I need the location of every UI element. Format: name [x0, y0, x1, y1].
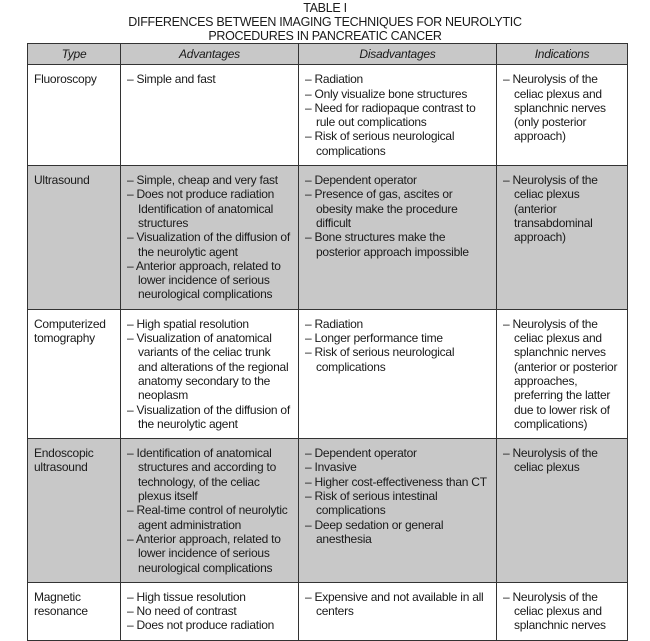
advantages-item: – Simple and fast [127, 72, 216, 87]
disadvantages-item: – Radiation [305, 316, 363, 331]
cell-advantages [121, 582, 299, 640]
table-row [28, 166, 628, 310]
disadvantages-item: – Risk of serious neurological complications [305, 129, 455, 158]
advantages-item: – No need of contrast [127, 604, 237, 619]
cell-disadvantages [299, 582, 497, 640]
indications-item: – Neurolysis of the celiac plexus and splanchnic nerves (only posterior approach) [503, 72, 606, 144]
table-row [28, 582, 628, 640]
cell-type: Ultrasound [28, 166, 121, 310]
advantages-item: – Real-time control of neurolytic agent administration [127, 503, 288, 532]
cell-disadvantages [299, 309, 497, 438]
header-advantages: Advantages [121, 44, 299, 65]
cell-type: Fluoroscopy [28, 65, 121, 166]
cell-indications [497, 439, 628, 583]
advantages-item: – Does not produce radiation [127, 618, 275, 633]
cell-disadvantages [299, 65, 497, 166]
indications-item: – Neurolysis of the celiac plexus and splanchnic nerves (anterior or posterior approaches, preferring the latter due to lower risk of complications) [503, 316, 618, 431]
disadvantages-item: – Longer performance time [305, 331, 443, 346]
disadvantages-item: – Dependent operator [305, 446, 417, 461]
cell-advantages [121, 439, 299, 583]
disadvantages-item: – Dependent operator [305, 173, 417, 188]
advantages-item: – Simple, cheap and very fast [127, 173, 278, 188]
header-type: Type [28, 44, 121, 65]
imaging-techniques-table [27, 43, 628, 641]
cell-indications [497, 65, 628, 166]
disadvantages-item: – Presence of gas, ascites or obesity make the procedure difficult [305, 187, 458, 230]
cell-indications [497, 582, 628, 640]
cell-advantages [121, 65, 299, 166]
disadvantages-item: – Risk of serious neurological complications [305, 345, 455, 374]
header-row [28, 44, 628, 65]
table-body [28, 65, 628, 640]
cell-indications [497, 166, 628, 310]
header-indications: Indications [497, 44, 628, 65]
table-row [28, 65, 628, 166]
disadvantages-item: – Higher cost-effectiveness than CT [305, 474, 487, 489]
disadvantages-item: – Invasive [305, 460, 357, 475]
table-label: TABLE I [303, 1, 347, 15]
cell-advantages [121, 166, 299, 310]
disadvantages-item: – Expensive and not available in all centers [305, 589, 484, 619]
advantages-item: Identification of anatomical structures [138, 201, 274, 230]
table-row [28, 439, 628, 583]
disadvantages-item: – Bone structures make the posterior approach impossible [305, 230, 469, 259]
disadvantages-item: – Only visualize bone structures [305, 86, 468, 101]
cell-indications [497, 309, 628, 438]
cell-advantages [121, 309, 299, 438]
table-title-line-1: DIFFERENCES BETWEEN IMAGING TECHNIQUES FOR NEUROLYTIC [128, 15, 522, 29]
advantages-item: – Identification of anatomical structures and according to technology, of the celiac plexus itself [127, 446, 276, 504]
indications-item: – Neurolysis of the celiac plexus (anterior transabdominal approach) [503, 173, 598, 245]
header-disadvantages: Disadvantages [299, 44, 497, 65]
indications-item: – Neurolysis of the celiac plexus [503, 446, 598, 475]
cell-disadvantages [299, 439, 497, 583]
cell-type: Magnetic resonance [28, 582, 121, 640]
disadvantages-item: – Risk of serious intestinal complications [305, 489, 438, 518]
table-title-line-2: PROCEDURES IN PANCREATIC CANCER [208, 29, 442, 43]
advantages-item: – Visualization of the diffusion of the neurolytic agent [127, 402, 290, 431]
disadvantages-item: – Deep sedation or general anesthesia [305, 517, 444, 546]
advantages-item: – Anterior approach, related to lower incidence of serious neurological complications [127, 531, 281, 575]
disadvantages-item: – Radiation [305, 72, 363, 87]
table-caption [0, 1, 650, 43]
table-row [28, 309, 628, 438]
indications-item: – Neurolysis of the celiac plexus and splanchnic nerves [503, 589, 606, 633]
advantages-item: – Does not produce radiation [127, 187, 275, 202]
advantages-item: – High spatial resolution [127, 316, 249, 331]
advantages-item: – Anterior approach, related to lower incidence of serious neurological complications [127, 258, 281, 302]
cell-disadvantages [299, 166, 497, 310]
advantages-item: – Visualization of anatomical variants of the celiac trunk and alterations of the regional anatomy secondary to the neoplasm [127, 331, 289, 403]
advantages-item: – High tissue resolution [127, 589, 246, 604]
disadvantages-item: – Need for radiopaque contrast to rule out complications [305, 100, 476, 130]
advantages-item: – Visualization of the diffusion of the neurolytic agent [127, 230, 290, 259]
cell-type: Endoscopic ultrasound [28, 439, 121, 583]
cell-type: Computerized tomography [28, 309, 121, 438]
